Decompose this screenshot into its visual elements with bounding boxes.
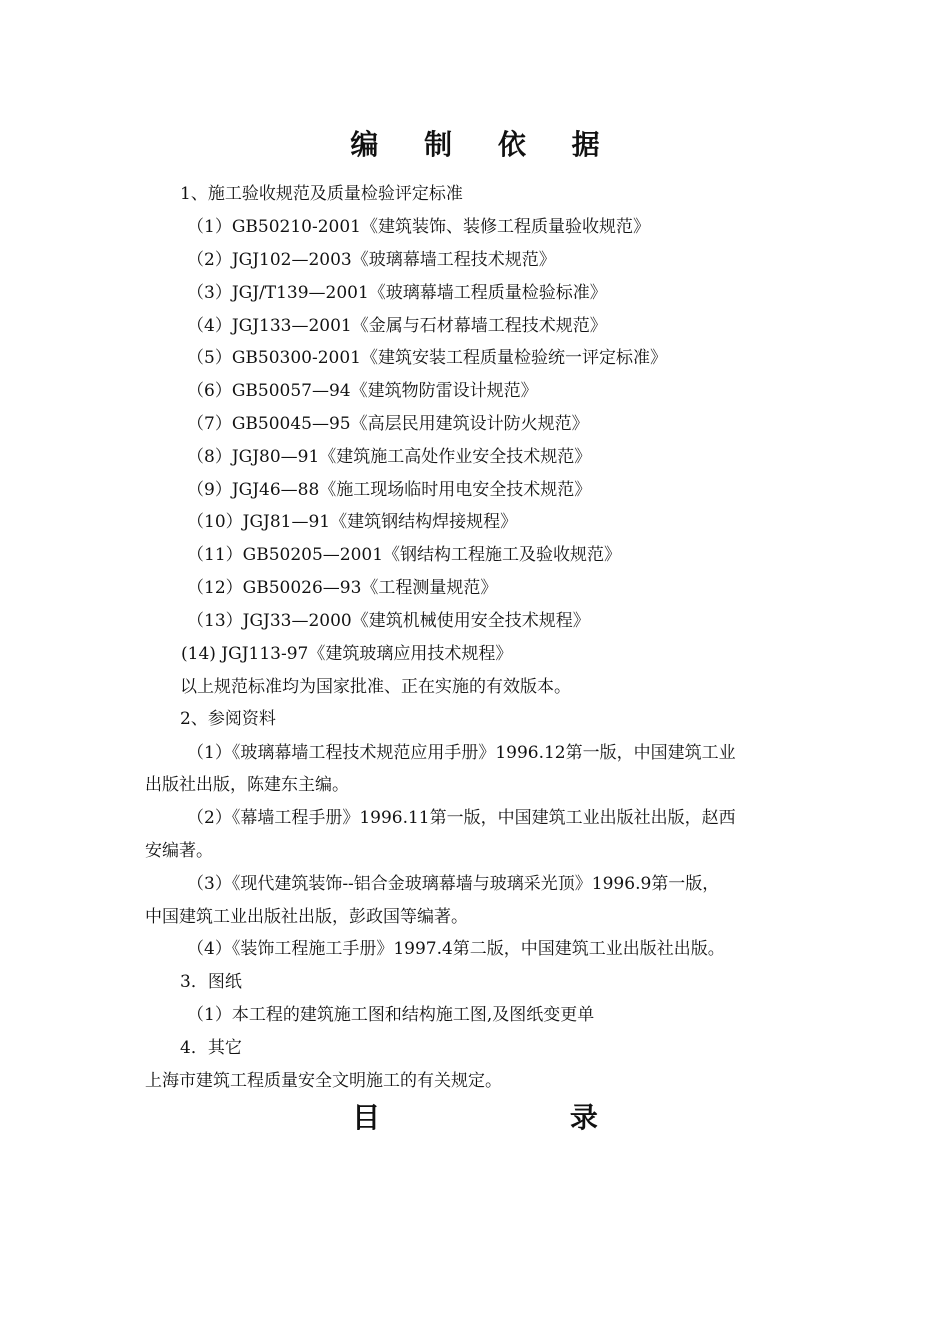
section-2-heading: 2、参阅资料 bbox=[180, 709, 276, 729]
standard-item-8: （8）JGJ80—91《建筑施工高处作业安全技术规范》 bbox=[187, 447, 592, 467]
section-1-heading: 1、施工验收规范及质量检验评定标准 bbox=[180, 184, 463, 204]
reference-2-line-2: 安编著。 bbox=[145, 841, 213, 861]
standard-item-7: （7）GB50045—95《高层民用建筑设计防火规范》 bbox=[187, 414, 589, 434]
standard-item-13: （13）JGJ33—2000《建筑机械使用安全技术规程》 bbox=[187, 611, 590, 631]
standard-item-6: （6）GB50057—94《建筑物防雷设计规范》 bbox=[187, 381, 538, 401]
standard-item-2: （2）JGJ102—2003《玻璃幕墙工程技术规范》 bbox=[187, 250, 556, 270]
standard-item-12: （12）GB50026—93《工程测量规范》 bbox=[187, 578, 498, 598]
standard-item-5: （5）GB50300-2001《建筑安装工程质量检验统一评定标准》 bbox=[187, 348, 667, 368]
section-3-heading: 3．图纸 bbox=[180, 972, 242, 992]
standard-item-9: （9）JGJ46—88《施工现场临时用电安全技术规范》 bbox=[187, 480, 592, 500]
standard-item-14: (14) JGJ113-97《建筑玻璃应用技术规程》 bbox=[181, 644, 513, 664]
standard-item-1: （1）GB50210-2001《建筑装饰、装修工程质量验收规范》 bbox=[187, 217, 650, 237]
standard-item-11: （11）GB50205—2001《钢结构工程施工及验收规范》 bbox=[187, 545, 622, 565]
section-4-heading: 4．其它 bbox=[180, 1038, 242, 1058]
reference-3-line-1: （3）《现代建筑装饰--铝合金玻璃幕墙与玻璃采光顶》1996.9第一版， bbox=[187, 874, 720, 894]
reference-1-line-2: 出版社出版，陈建东主编。 bbox=[145, 775, 349, 795]
standard-item-10: （10）JGJ81—91《建筑钢结构焊接规程》 bbox=[187, 512, 518, 532]
reference-4-line-1: （4）《装饰工程施工手册》1997.4第二版，中国建筑工业出版社出版。 bbox=[187, 939, 725, 959]
standard-item-3: （3）JGJ/T139—2001《玻璃幕墙工程质量检验标准》 bbox=[187, 283, 607, 303]
reference-3-line-2: 中国建筑工业出版社出版，彭政国等编著。 bbox=[145, 907, 468, 927]
document-title: 编 制 依 据 bbox=[350, 128, 618, 161]
drawings-item: （1）本工程的建筑施工图和结构施工图,及图纸变更单 bbox=[187, 1005, 595, 1025]
reference-1-line-1: （1）《玻璃幕墙工程技术规范应用手册》1996.12第一版，中国建筑工业 bbox=[187, 743, 736, 763]
toc-title: 目 录 bbox=[352, 1101, 688, 1134]
other-item: 上海市建筑工程质量安全文明施工的有关规定。 bbox=[145, 1071, 502, 1091]
standard-item-4: （4）JGJ133—2001《金属与石材幕墙工程技术规范》 bbox=[187, 316, 607, 336]
standards-note: 以上规范标准均为国家批准、正在实施的有效版本。 bbox=[180, 677, 571, 697]
reference-2-line-1: （2）《幕墙工程手册》1996.11第一版，中国建筑工业出版社出版，赵西 bbox=[187, 808, 736, 828]
